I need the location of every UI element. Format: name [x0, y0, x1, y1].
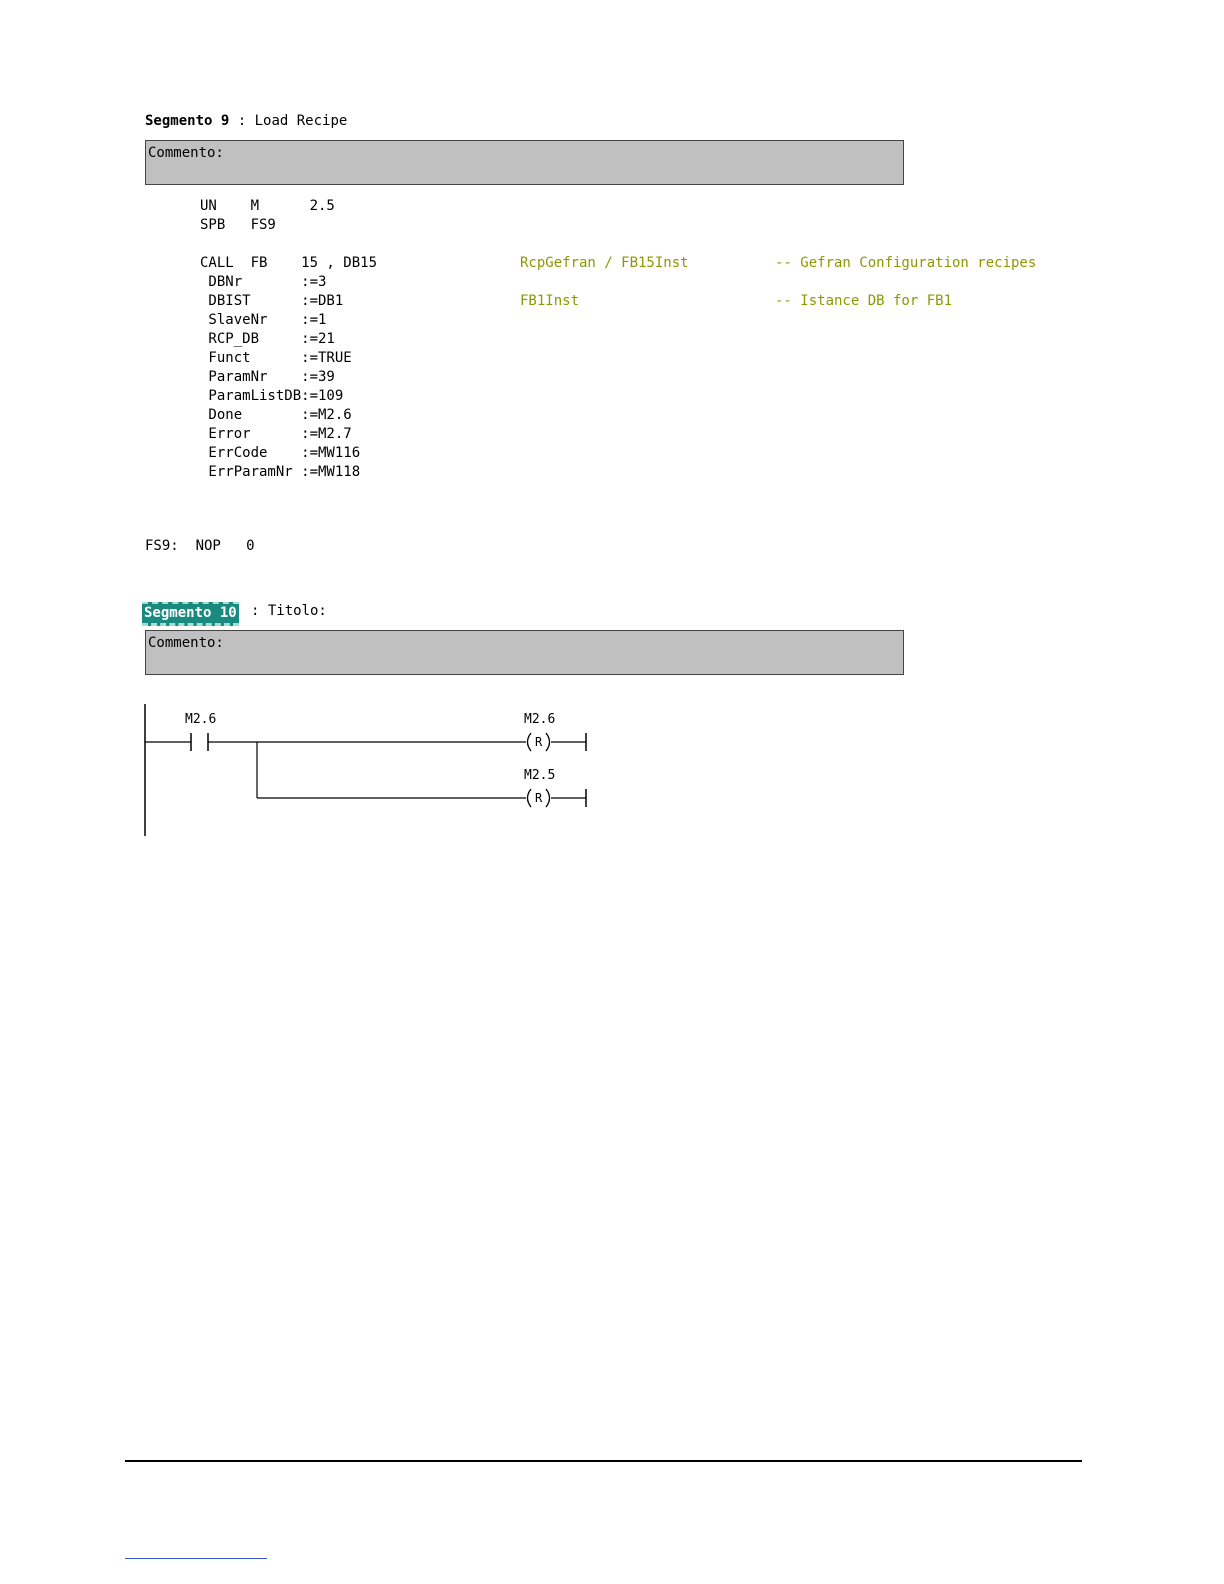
footer-link-underline[interactable] — [125, 1558, 267, 1559]
call-comment-symbol: RcpGefran / FB15Inst — [520, 255, 689, 271]
param-errparamnr[interactable]: ErrParamNr :=MW118 — [200, 464, 361, 480]
coil-2-address: M2.5 — [524, 768, 556, 783]
param-error[interactable]: Error :=M2.7 — [200, 426, 352, 442]
footer-rule — [125, 1460, 1082, 1462]
code-line-fs9-label[interactable]: FS9: NOP 0 — [145, 538, 255, 554]
param-paramnr[interactable]: ParamNr :=39 — [200, 369, 335, 385]
param-slavenr[interactable]: SlaveNr :=1 — [200, 312, 327, 328]
dbist-comment-symbol: FB1Inst — [520, 293, 580, 309]
param-errcode[interactable]: ErrCode :=MW116 — [200, 445, 361, 461]
segment-9-title: : Load Recipe — [237, 113, 348, 129]
segment-10-title: : Titolo: — [251, 603, 327, 619]
segment-10-label[interactable]: Segmento 10 — [142, 602, 239, 626]
param-paramlistdb[interactable]: ParamListDB:=109 — [200, 388, 344, 404]
contact-address: M2.6 — [185, 712, 217, 727]
coil-1-type: R — [535, 735, 543, 749]
dbist-comment-text: -- Istance DB for FB1 — [775, 293, 953, 309]
code-line-spb[interactable]: SPB FS9 — [200, 217, 276, 233]
call-comment-text: -- Gefran Configuration recipes — [775, 255, 1037, 271]
contact-m2-6[interactable] — [191, 733, 208, 751]
segment-10-comment-label: Commento: — [148, 635, 224, 651]
param-dbnr[interactable]: DBNr :=3 — [200, 274, 327, 290]
param-done[interactable]: Done :=M2.6 — [200, 407, 352, 423]
segment-9-comment-label: Commento: — [148, 145, 224, 161]
coil-1-address: M2.6 — [524, 712, 556, 727]
param-dbist[interactable]: DBIST :=DB1 — [200, 293, 344, 309]
param-rcp-db[interactable]: RCP_DB :=21 — [200, 331, 335, 347]
code-line-un[interactable]: UN M 2.5 — [200, 198, 335, 214]
segment-9-label: Segmento 9 — [145, 113, 230, 129]
param-funct[interactable]: Funct :=TRUE — [200, 350, 352, 366]
code-line-call[interactable]: CALL FB 15 , DB15 — [200, 255, 378, 271]
coil-2-type: R — [535, 791, 543, 805]
